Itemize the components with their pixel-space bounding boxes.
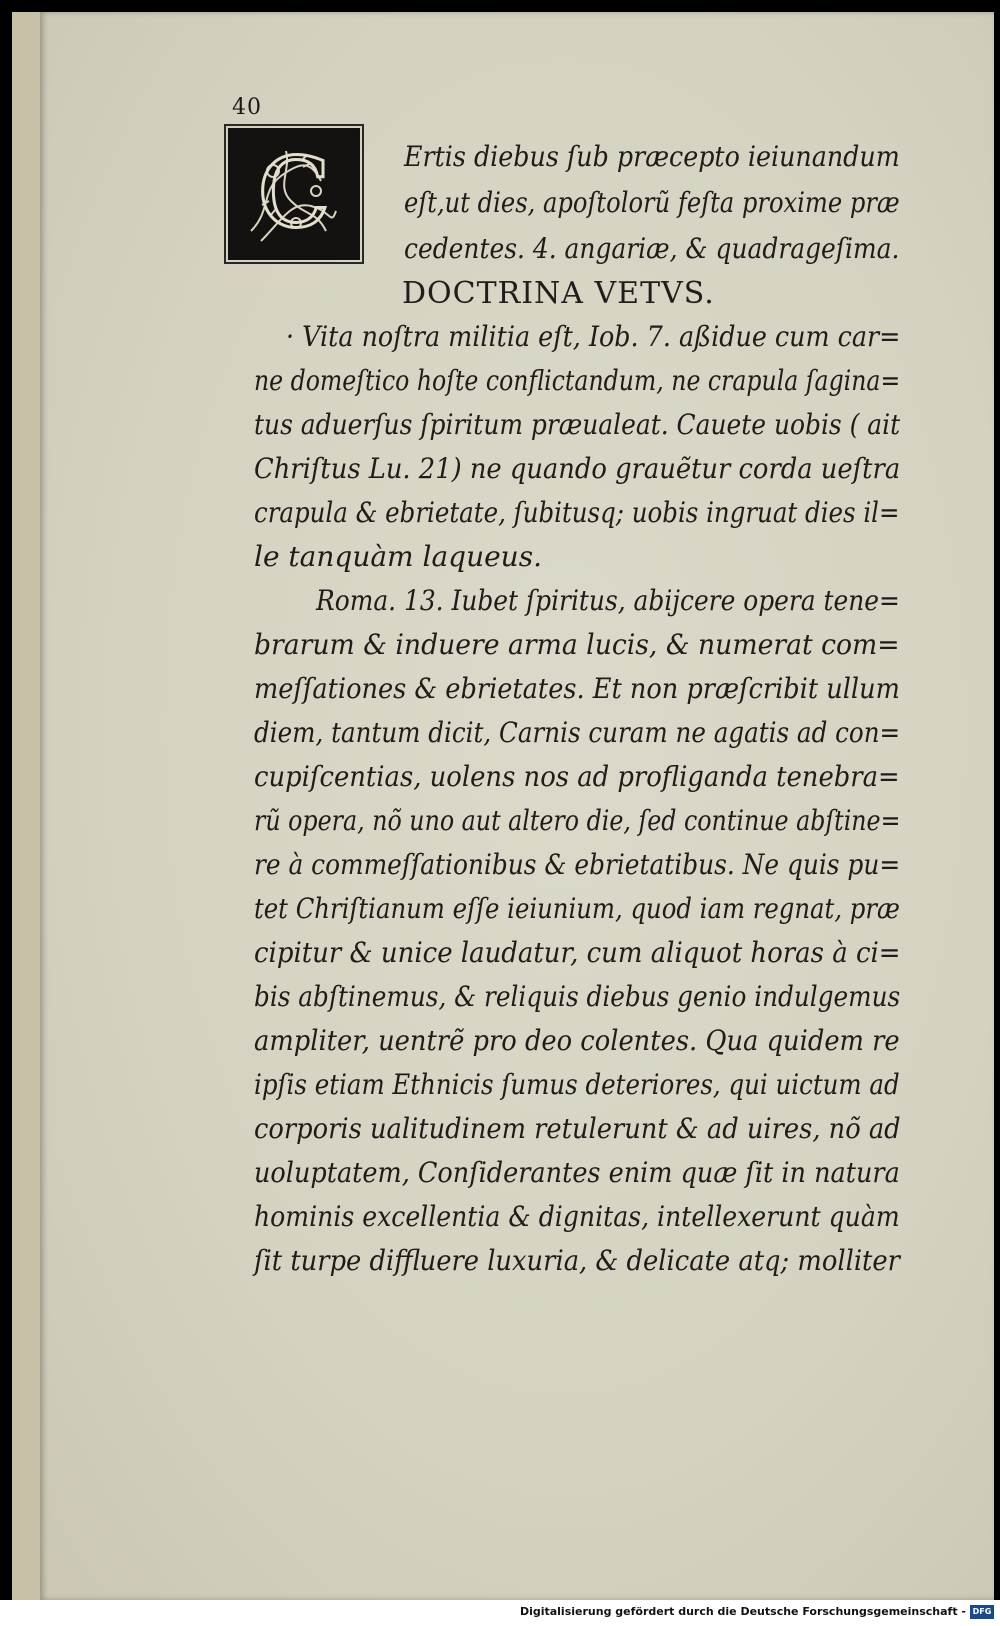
text-line-19: bis abſtinemus, & reliquis diebus genio indulgemus [254, 980, 901, 1013]
text-line-3: cedentes. 4. angariæ, & quadrageſima. [404, 232, 900, 265]
page-number: 40 [232, 95, 262, 120]
section-heading: DOCTRINA VETVS. [402, 276, 715, 311]
svg-text:C: C [257, 137, 331, 249]
text-line-11: brarum & induere arma lucis, & numerat com= [254, 628, 900, 661]
text-line-2: eſt,ut dies, apoſtolorũ feſta proxime præ [404, 186, 900, 219]
text-line-14: cupiſcentias, uolens nos ad profliganda tenebra= [254, 760, 900, 793]
text-line-20: ampliter, uentrẽ pro deo colentes. Qua quidem re [254, 1024, 900, 1057]
footer-text: Digitalisierung gefördert durch die Deutsche Forschungsgemeinschaft - [519, 1605, 966, 1618]
attribution-footer [0, 1600, 1000, 1626]
ornament-initial-icon [231, 131, 357, 257]
text-line-7: Chriſtus Lu. 21) ne quando grauẽtur corda ueſtra [254, 452, 901, 485]
dfg-logo-icon: DFG [970, 1605, 994, 1619]
text-line-12: meſſationes & ebrietates. Et non præſcribit ullum [254, 672, 900, 705]
text-line-6: tus aduerſus ſpiritum præualeat. Cauete uobis ( ait [254, 408, 901, 441]
text-line-8: crapula & ebrietate, ſubitusq; uobis ingruat dies il= [254, 496, 900, 529]
text-line-22: corporis ualitudinem retulerunt & ad uires, nõ ad [254, 1112, 901, 1145]
text-line-9: le tanquàm laqueus. [254, 540, 542, 573]
text-line-25: ſit turpe diffluere luxuria, & delicate atq; molliter [254, 1244, 900, 1277]
text-line-10: Roma. 13. Iubet ſpiritus, abijcere opera tene= [316, 584, 900, 617]
text-line-18: cipitur & unice laudatur, cum aliquot horas à ci= [254, 936, 901, 969]
text-line-4: · Vita noſtra militia eſt, Iob. 7. aßidue cum car= [286, 320, 901, 353]
text-line-13: diem, tantum dicit, Carnis curam ne agatis ad con= [254, 716, 901, 749]
text-line-17: tet Chriſtianum eſſe ieiunium, quod iam regnat, præ [254, 892, 900, 925]
text-line-21: ipſis etiam Ethnicis ſumus deteriores, qui uictum ad [254, 1068, 900, 1101]
text-line-5: ne domeſtico hoſte conflictandum, ne crapula ſagina= [254, 364, 901, 397]
text-line-15: rũ opera, nõ uno aut altero die, ſed continue abſtine= [254, 804, 901, 837]
text-line-16: re à commeſſationibus & ebrietatibus. Ne quis pu= [254, 848, 901, 881]
text-line-1: Ertis diebus ſub præcepto ieiunandum [404, 140, 900, 173]
text-line-24: hominis excellentia & dignitas, intellexerunt quàm [254, 1200, 900, 1233]
decorated-initial [228, 128, 360, 260]
text-line-23: uoluptatem, Conſiderantes enim quæ ſit in natura [254, 1156, 900, 1189]
